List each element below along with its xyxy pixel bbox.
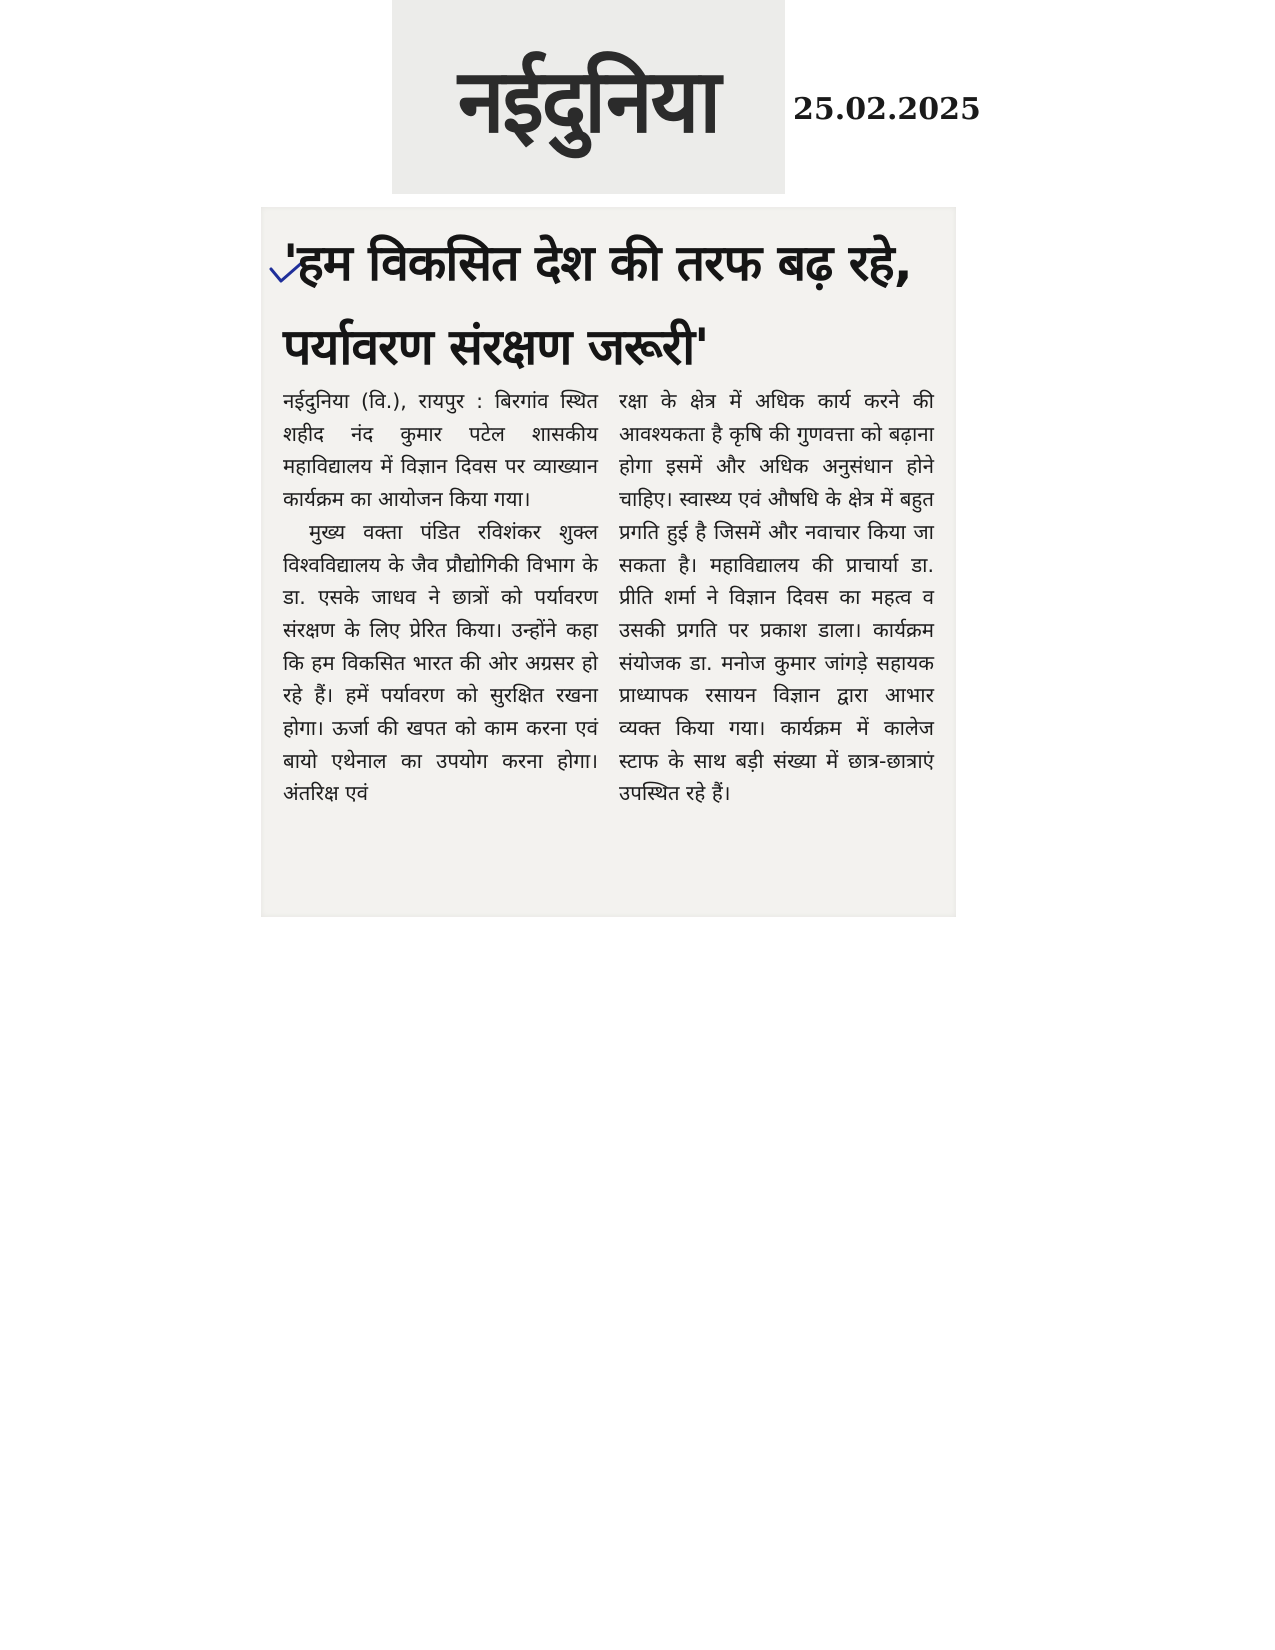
newspaper-masthead: [392, 0, 785, 194]
news-clipping: [261, 207, 956, 917]
article-paragraph: नईदुनिया (वि.), रायपुर : बिरगांव स्थित शहीद नंद कुमार पटेल शासकीय महाविद्यालय में विज्ञान दिवस पर व्याख्यान कार्यक्रम का आयोजन किया गया।: [283, 389, 598, 512]
article-paragraph: मुख्य वक्ता पंडित रविशंकर शुक्ल विश्वविद्यालय के जैव प्रौद्योगिकी विभाग के डा. एसके जाधव ने छात्रों को पर्यावरण संरक्षण के लिए प्रेरित किया। उन्होंने कहा कि हम विकसित भारत की ओर अग्रसर हो रहे हैं। हमें पर्यावरण को सुरक्षित रखना होगा। ऊर्जा की खपत को काम करना एवं बायो एथेनाल का उपयोग करना होगा। अंतरिक्ष एवं: [283, 519, 598, 806]
masthead-logo-text: नईदुनिया: [457, 49, 720, 153]
article-headline: 'हम विकसित देश की तरफ बढ़ रहे, पर्यावरण संरक्षण जरूरी': [283, 234, 912, 376]
article-paragraph: रक्षा के क्षेत्र में अधिक कार्य करने की आवश्यकता है कृषि की गुणवत्ता को बढ़ाना होगा इसमें और अधिक अनुसंधान होने चाहिए। स्वास्थ्य एवं औषधि के क्षेत्र में बहुत प्रगति हुई है जिसमें और नवाचार किया जा सकता है। महाविद्यालय की प्राचार्या डा. प्रीति शर्मा ने विज्ञान दिवस का महत्व व उसकी प्रगति पर प्रकाश डाला। कार्यक्रम संयोजक डा. मनोज कुमार जांगड़े सहायक प्राध्यापक रसायन विज्ञान द्वारा आभार व्यक्त किया गया। कार्यक्रम में कालेज स्टाफ के साथ बड़ी संख्या में छात्र-छात्राएं उपस्थित रहे हैं।: [619, 389, 934, 806]
publication-date: 25.02.2025: [793, 92, 981, 127]
article-column-right: [619, 385, 934, 810]
article-column-left: [283, 385, 598, 810]
